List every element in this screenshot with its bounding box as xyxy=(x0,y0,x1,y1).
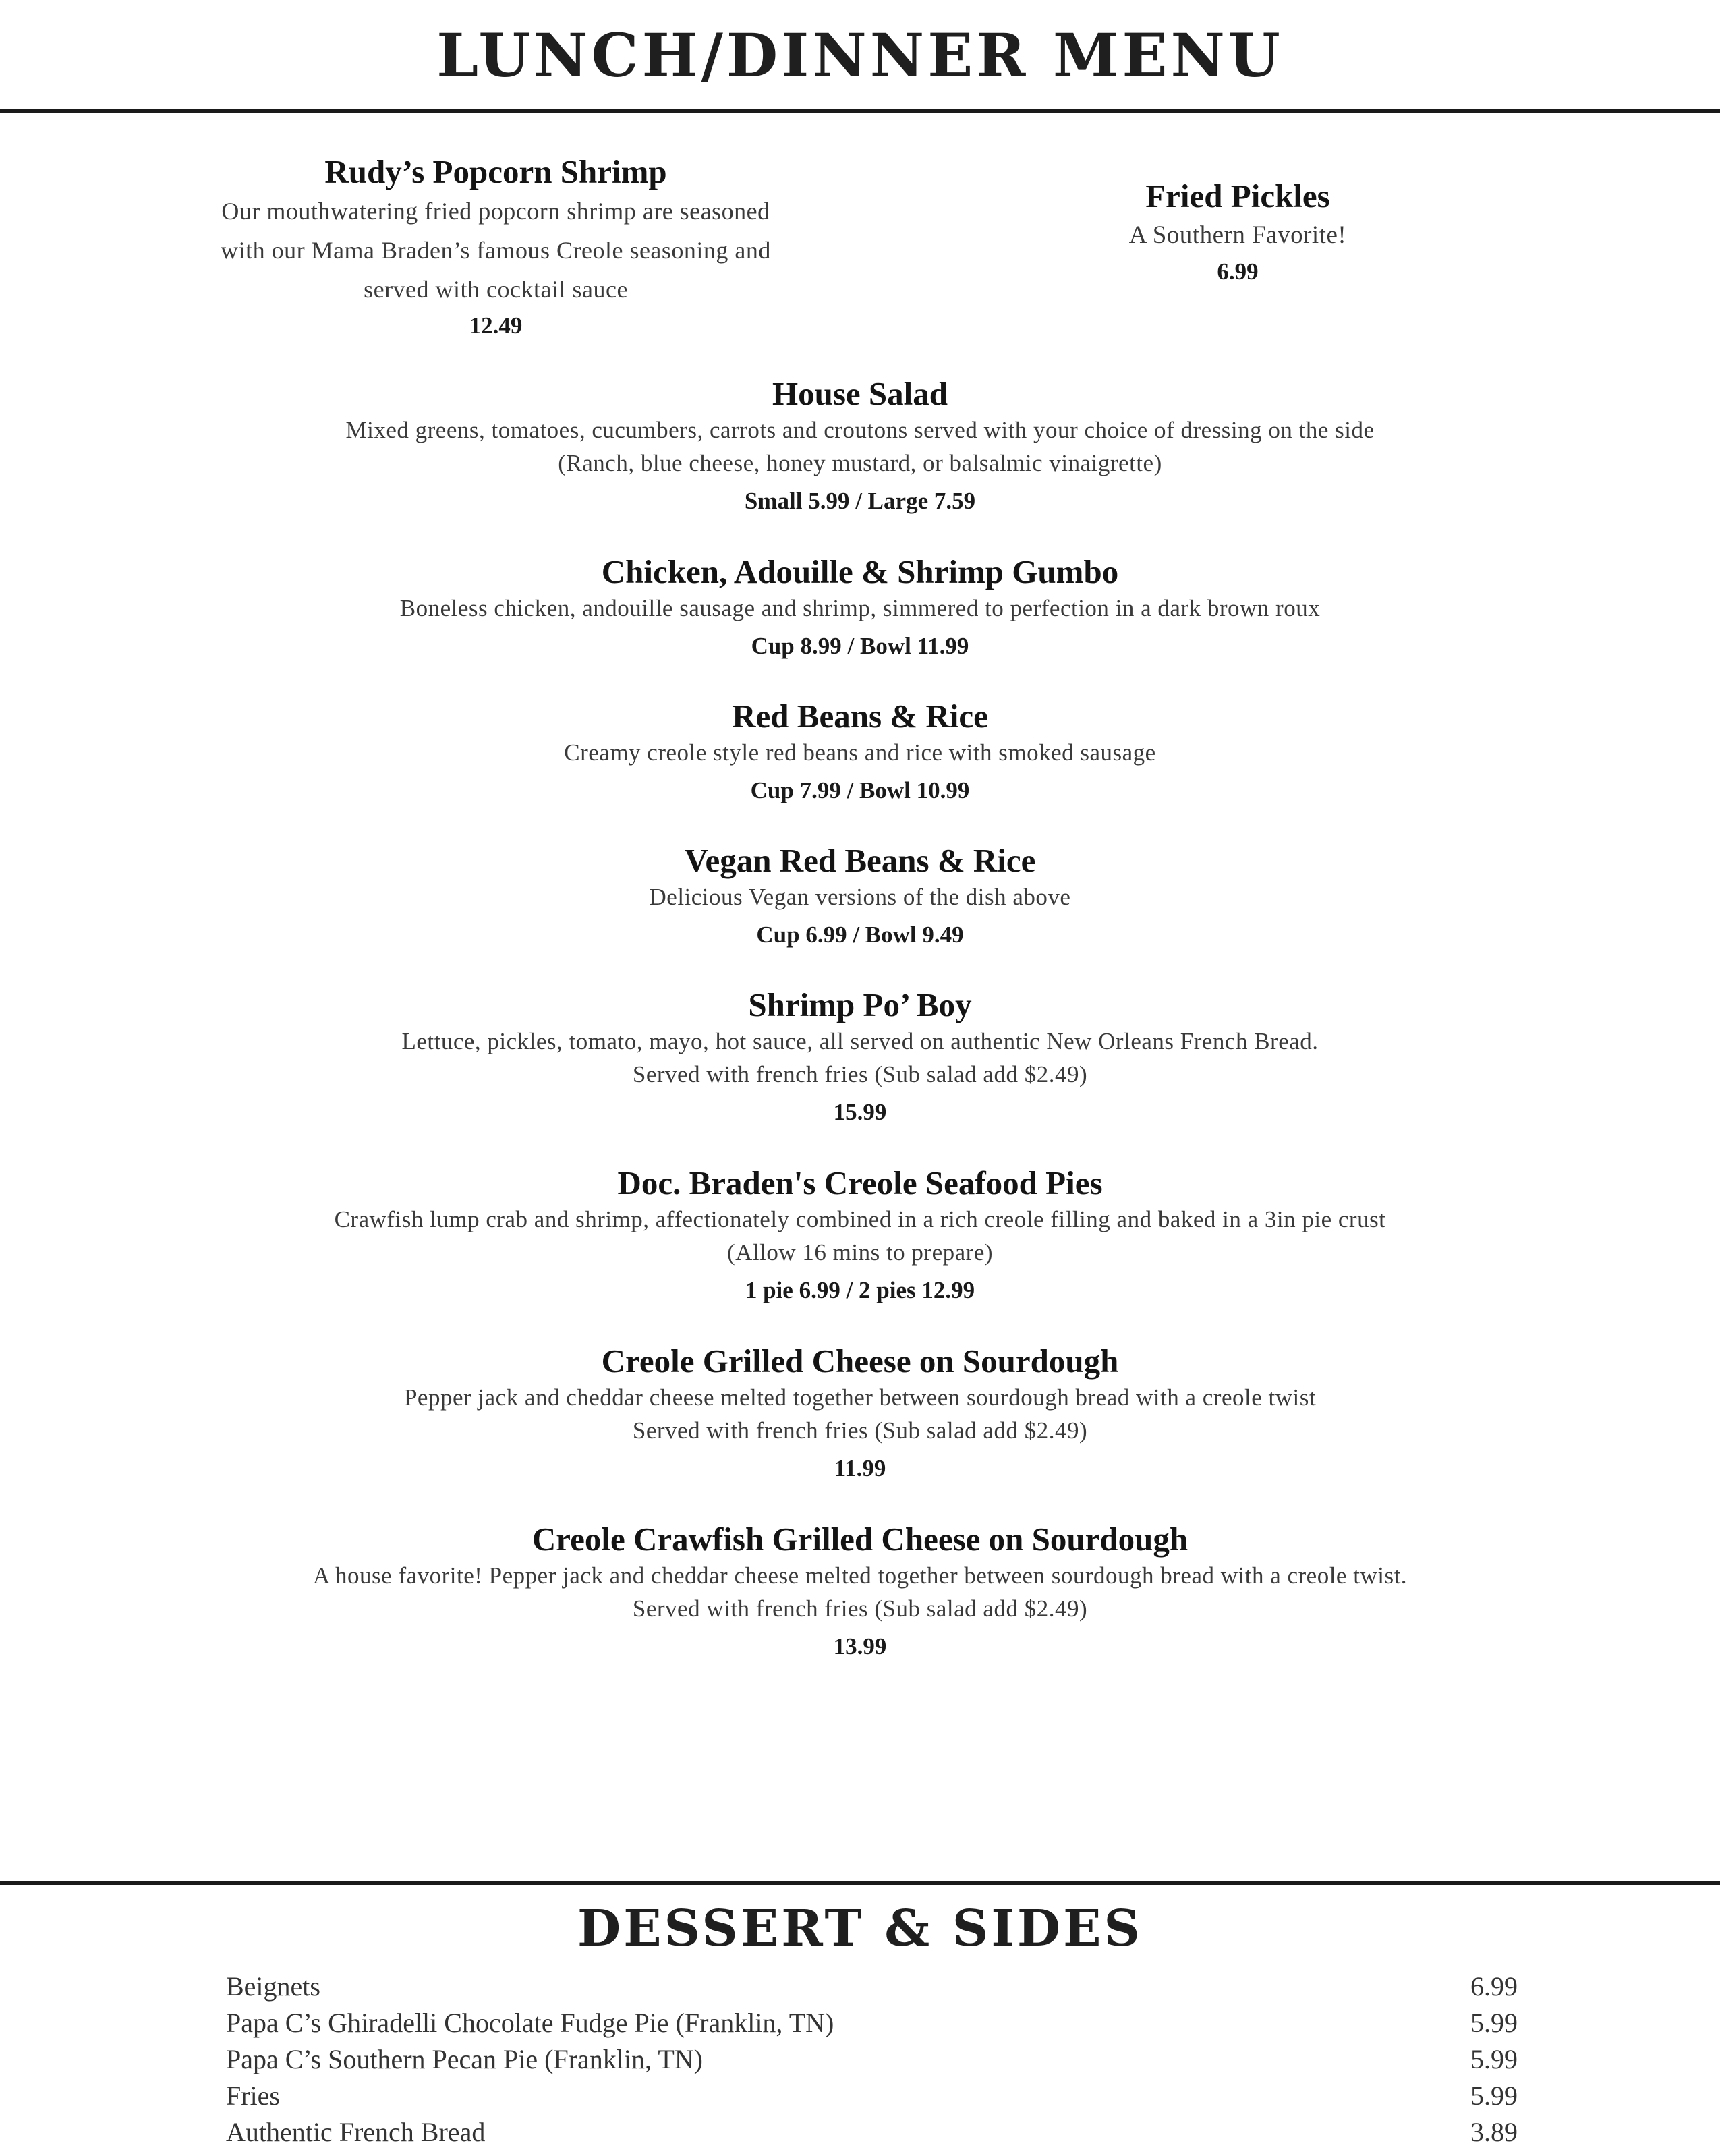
item-description-line: A Southern Favorite! xyxy=(1128,221,1347,249)
menu-item-grilled-cheese xyxy=(101,1342,1619,1485)
menu-item-crawfish-grilled-cheese xyxy=(101,1520,1619,1663)
item-name: Fried Pickles xyxy=(1145,177,1330,215)
item-description-line: Mixed greens, tomatoes, cucumbers, carrots and croutons served with your choice of dressing on the side xyxy=(345,417,1375,443)
side-name: Papa C’s Ghiradelli Chocolate Fudge Pie (Franklin, TN) xyxy=(226,2008,834,2038)
menu-item-popcorn-shrimp xyxy=(162,152,830,342)
menu-item-shrimp-po-boy xyxy=(101,986,1619,1129)
item-price: Small 5.99 / Large 7.59 xyxy=(744,488,976,514)
item-description-line: Creamy creole style red beans and rice with smoked sausage xyxy=(564,739,1156,766)
item-price: 1 pie 6.99 / 2 pies 12.99 xyxy=(745,1277,975,1303)
item-description-line: Our mouthwatering fried popcorn shrimp are seasoned xyxy=(221,198,770,225)
menu-item-seafood-pies xyxy=(101,1164,1619,1307)
page-title: LUNCH/DINNER MENU xyxy=(436,20,1284,90)
menu-item-gumbo xyxy=(101,552,1619,662)
menu-item-red-beans xyxy=(101,697,1619,807)
item-price: 13.99 xyxy=(833,1633,887,1659)
item-name: Red Beans & Rice xyxy=(732,698,988,735)
item-description-line: Boneless chicken, andouille sausage and shrimp, simmered to perfection in a dark brown roux xyxy=(399,595,1321,621)
item-price: 15.99 xyxy=(833,1099,887,1125)
item-name: Doc. Braden's Creole Seafood Pies xyxy=(617,1164,1103,1201)
item-name: Creole Crawfish Grilled Cheese on Sourdough xyxy=(532,1521,1188,1558)
item-name: Vegan Red Beans & Rice xyxy=(684,842,1036,879)
item-description-line: served with cocktail sauce xyxy=(364,276,628,303)
item-description-line: Lettuce, pickles, tomato, mayo, hot sauce, all served on authentic New Orleans French Bread. xyxy=(401,1028,1319,1054)
item-description-line: Delicious Vegan versions of the dish above xyxy=(649,884,1071,910)
item-name: Creole Grilled Cheese on Sourdough xyxy=(601,1342,1119,1380)
header-divider xyxy=(0,109,1720,113)
side-price: 3.89 xyxy=(1470,2117,1518,2147)
side-price: 5.99 xyxy=(1470,2080,1518,2111)
item-description-line: (Allow 16 mins to prepare) xyxy=(726,1239,994,1266)
item-description-line: A house favorite! Pepper jack and cheddar cheese melted together between sourdough bread with a creole twist. xyxy=(312,1562,1408,1589)
item-description-line: Served with french fries (Sub salad add $2.49) xyxy=(632,1417,1088,1444)
item-description-line: (Ranch, blue cheese, honey mustard, or balsalmic vinaigrette) xyxy=(558,450,1162,476)
side-name: Authentic French Bread xyxy=(226,2117,486,2147)
item-price: Cup 7.99 / Bowl 10.99 xyxy=(750,777,970,803)
list-item xyxy=(226,2005,1518,2041)
list-item xyxy=(226,2041,1518,2078)
item-description-line: Crawfish lump crab and shrimp, affectionately combined in a rich creole filling and baked in a 3in pie crust xyxy=(334,1206,1386,1232)
item-description-line: Served with french fries (Sub salad add $2.49) xyxy=(632,1595,1088,1622)
menu-item-house-salad xyxy=(101,374,1619,517)
desserts-sides-list xyxy=(226,1968,1518,2151)
item-description-line: with our Mama Braden’s famous Creole seasoning and xyxy=(221,237,771,264)
item-price: 6.99 xyxy=(1217,258,1259,285)
item-name: House Salad xyxy=(772,375,948,412)
item-name: Rudy’s Popcorn Shrimp xyxy=(324,153,667,190)
side-name: Fries xyxy=(226,2080,280,2111)
side-name: Beignets xyxy=(226,1971,320,2002)
side-price: 5.99 xyxy=(1470,2008,1518,2038)
list-item xyxy=(226,2078,1518,2114)
section-title-desserts: DESSERT & SIDES xyxy=(577,1900,1143,1958)
item-price: 12.49 xyxy=(469,312,523,339)
item-name: Shrimp Po’ Boy xyxy=(748,986,972,1023)
list-item xyxy=(226,1968,1518,2005)
side-name: Papa C’s Southern Pecan Pie (Franklin, TN) xyxy=(226,2044,703,2074)
item-price: Cup 8.99 / Bowl 11.99 xyxy=(751,633,969,659)
section-divider xyxy=(0,1881,1720,1885)
item-price: Cup 6.99 / Bowl 9.49 xyxy=(756,921,964,948)
item-name: Chicken, Adouille & Shrimp Gumbo xyxy=(601,553,1119,590)
menu-item-vegan-red-beans xyxy=(101,841,1619,951)
item-description-line: Pepper jack and cheddar cheese melted together between sourdough bread with a creole twist xyxy=(403,1384,1317,1411)
item-price: 11.99 xyxy=(834,1455,886,1481)
item-description-line: Served with french fries (Sub salad add $2.49) xyxy=(632,1061,1088,1087)
list-item xyxy=(226,2114,1518,2151)
menu-item-fried-pickles xyxy=(1052,177,1423,288)
side-price: 6.99 xyxy=(1470,1971,1518,2002)
side-price: 5.99 xyxy=(1470,2044,1518,2074)
